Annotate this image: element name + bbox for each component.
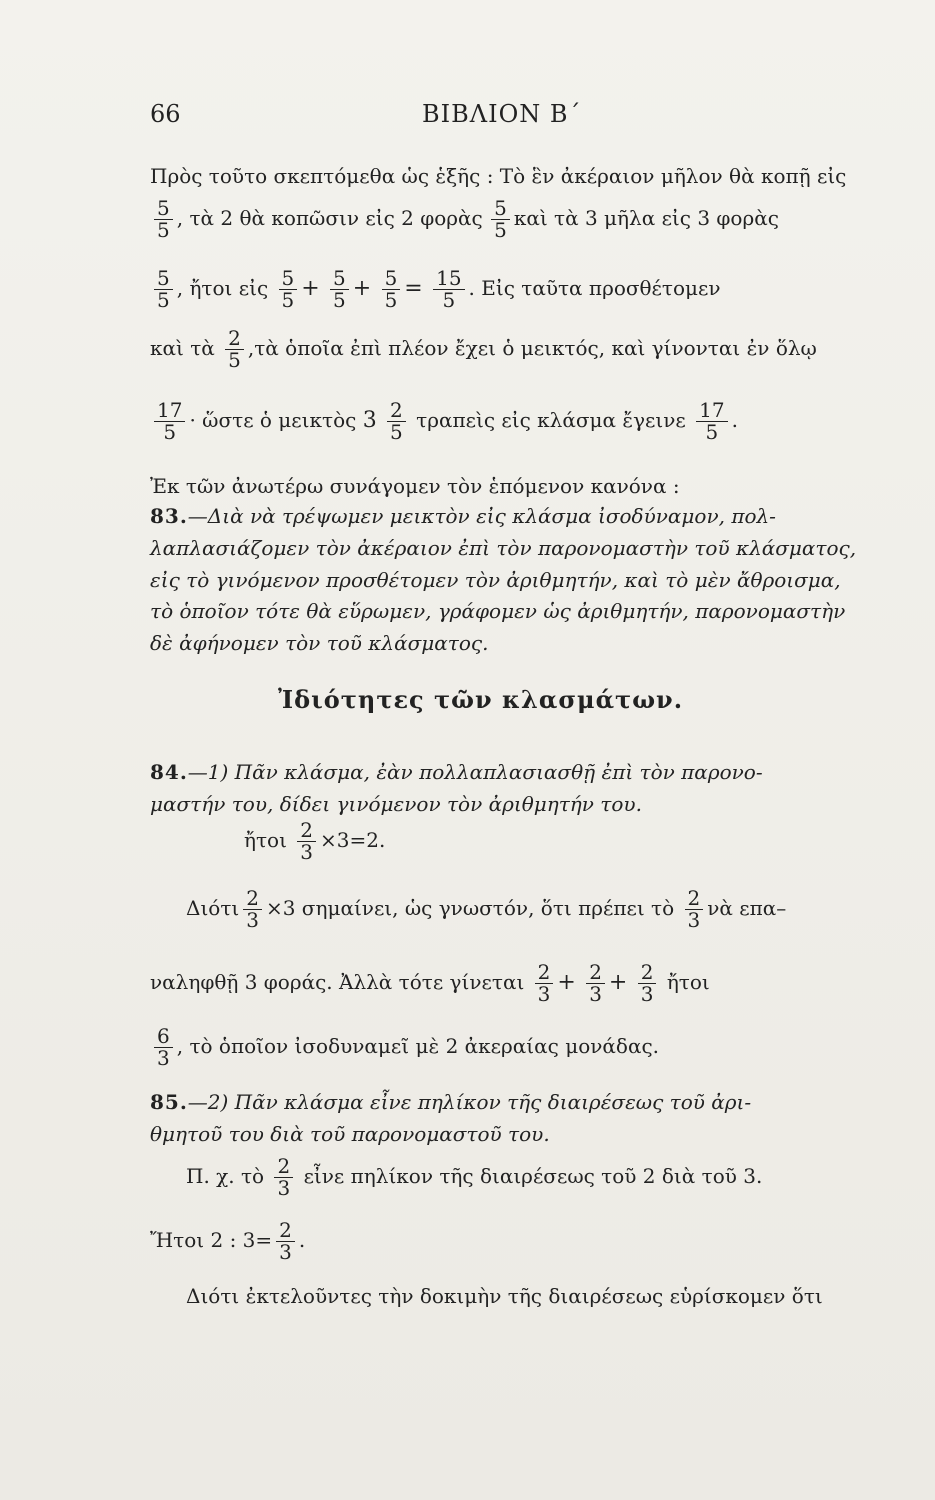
paragraph-85-line: 85.—2) Πᾶν κλάσμα εἶνε πηλίκον τῆς διαιρέσεως τοῦ ἀρι- — [150, 1090, 752, 1114]
page-number: 66 — [150, 100, 181, 128]
page-header — [150, 100, 850, 140]
text-line: ἤτοι $\frac{2}{3}$ ×3=2. — [244, 818, 386, 864]
fraction: $\frac{2}{3}$ — [276, 1220, 295, 1263]
running-title: ΒΙΒΛΙΟΝ Β΄ — [422, 100, 582, 128]
text-line: $\frac{17}{5}$ · ὥστε ὁ μεικτὸς 3 $\frac{2}{5}$ τραπεὶς εἰς κλάσμα ἔγεινε $\frac{17}{5}$ . — [150, 400, 738, 443]
text-line: Διότι ἐκτελοῦντες τὴν δοκιμὴν τῆς διαιρέσεως εὑρίσκομεν ὅτι — [186, 1284, 823, 1308]
fraction: $\frac{5}{5}$ — [491, 198, 510, 241]
fraction: $\frac{2}{5}$ — [225, 328, 244, 371]
text-line: $\frac{5}{5}$ , ἤτοι εἰς $\frac{5}{5}$ + $\frac{5}{5}$ + $\frac{5}{5}$ = $\frac{15}{5}$ . Εἰς ταῦτα προσθέτομεν — [150, 268, 721, 311]
fraction: $\frac{2}{3}$ — [297, 820, 316, 863]
paragraph-84-line: 84.—1) Πᾶν κλάσμα, ἐὰν πολλαπλασιασθῇ ἐπὶ τὸν παρονο- — [150, 760, 763, 784]
text-line: δὲ ἀφήνομεν τὸν τοῦ κλάσματος. — [150, 631, 489, 655]
paragraph-83-line: 83.—Διὰ νὰ τρέψωμεν μεικτὸν εἰς κλάσμα ἰσοδύναμον, πολ- — [150, 504, 776, 528]
text-line: καὶ τὰ $\frac{2}{5}$ ,τὰ ὁποῖα ἐπὶ πλέον ἔχει ὁ μεικτός, καὶ γίνονται ἐν ὅλῳ — [150, 326, 817, 372]
fraction: $\frac{5}{5}$ — [279, 268, 298, 311]
text-line: $\frac{5}{5}$ , τὰ 2 θὰ κοπῶσιν εἰς 2 φορὰς $\frac{5}{5}$ καὶ τὰ 3 μῆλα εἰς 3 φορὰς — [150, 198, 779, 241]
fraction: $\frac{6}{3}$ — [154, 1026, 173, 1069]
text-line: ναληφθῇ 3 φοράς. Ἀλλὰ τότε γίνεται $\frac{2}{3}$ + $\frac{2}{3}$ + $\frac{2}{3}$ ἤτοι — [150, 960, 710, 1006]
fraction: $\frac{2}{3}$ — [535, 962, 554, 1005]
text-line: θμητοῦ του διὰ τοῦ παρονομαστοῦ του. — [150, 1122, 550, 1146]
text-line: λαπλασιάζομεν τὸν ἀκέραιον ἐπὶ τὸν παρονομαστὴν τοῦ κλάσματος, — [150, 536, 857, 560]
fraction: $\frac{5}{5}$ — [330, 268, 349, 311]
fraction: $\frac{2}{3}$ — [685, 888, 704, 931]
fraction: $\frac{2}{3}$ — [586, 962, 605, 1005]
section-number: 85. — [150, 1090, 188, 1114]
section-number: 83. — [150, 504, 188, 528]
text-line: μαστήν του, δίδει γινόμενον τὸν ἀριθμητήν του. — [150, 792, 642, 816]
fraction: $\frac{17}{5}$ — [696, 400, 727, 443]
text-line: $\frac{6}{3}$ , τὸ ὁποῖον ἰσοδυναμεῖ μὲ 2 ἀκεραίας μονάδας. — [150, 1026, 659, 1069]
fraction: $\frac{5}{5}$ — [154, 198, 173, 241]
fraction: $\frac{2}{3}$ — [243, 888, 262, 931]
section-heading: Ἰδιότητες τῶν κλασμάτων. — [278, 685, 684, 714]
fraction: $\frac{5}{5}$ — [154, 268, 173, 311]
fraction: $\frac{17}{5}$ — [154, 400, 185, 443]
text-line: Διότι $\frac{2}{3}$ ×3 σημαίνει, ὡς γνωστόν, ὅτι πρέπει τὸ $\frac{2}{3}$ νὰ επα– — [186, 886, 787, 932]
text-line: Ἐκ τῶν ἀνωτέρω συνάγομεν τὸν ἑπόμενον κανόνα : — [150, 474, 680, 498]
text-line: εἰς τὸ γινόμενον προσθέτομεν τὸν ἀριθμητήν, καὶ τὸ μὲν ἄθροισμα, — [150, 568, 841, 592]
section-number: 84. — [150, 760, 188, 784]
fraction: $\frac{2}{3}$ — [638, 962, 657, 1005]
fraction: $\frac{5}{5}$ — [382, 268, 401, 311]
text-line: Πρὸς τοῦτο σκεπτόμεθα ὡς ἑξῆς : Τὸ ἓν ἀκέραιον μῆλον θὰ κοπῇ εἰς — [150, 164, 847, 188]
fraction: $\frac{2}{5}$ — [387, 400, 406, 443]
fraction: $\frac{15}{5}$ — [433, 268, 464, 311]
text-line: τὸ ὁποῖον τότε θὰ εὕρωμεν, γράφομεν ὡς ἀριθμητήν, παρονομαστὴν — [150, 599, 846, 623]
text-line: Ἤτοι 2 : 3= $\frac{2}{3}$ . — [150, 1218, 306, 1264]
fraction: $\frac{2}{3}$ — [274, 1156, 293, 1199]
text-line: Π. χ. τὸ $\frac{2}{3}$ εἶνε πηλίκον τῆς διαιρέσεως τοῦ 2 διὰ τοῦ 3. — [186, 1154, 763, 1200]
